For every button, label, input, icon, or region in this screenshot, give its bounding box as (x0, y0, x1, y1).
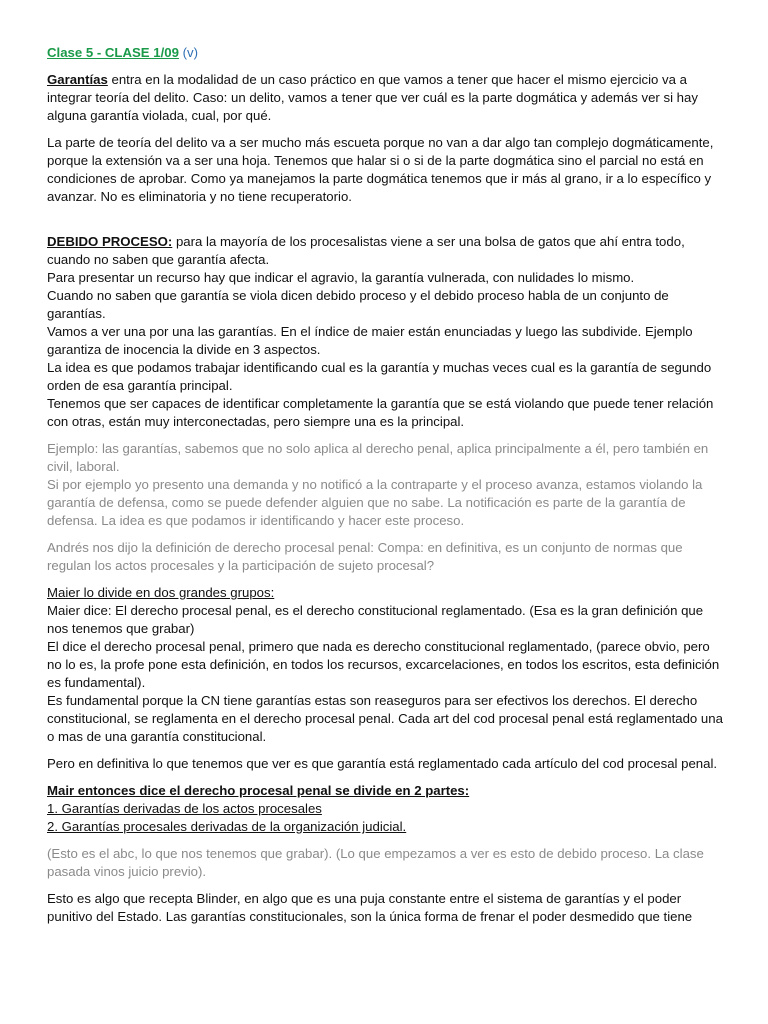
debido-lead: DEBIDO PROCESO: (47, 234, 173, 249)
garantias-lead: Garantías (47, 72, 108, 87)
maier-line-3: Es fundamental porque la CN tiene garantías estas son reaseguros para ser efectivos los derechos. El derecho constitucional, se reglamenta en el derecho procesal penal. Cada art del cod procesal penal está reglamentado una o mas de una garantía constitucional. (47, 693, 723, 744)
maier-heading: Maier lo divide en dos grandes grupos: (47, 585, 275, 600)
maier-line-1: Maier dice: El derecho procesal penal, es el derecho constitucional reglamentado. (Esa es la gran definición que nos tenemos que grabar) (47, 603, 704, 636)
paragraph-garantias (47, 71, 728, 125)
debido-line-3: Cuando no saben que garantía se viola dicen debido proceso y el debido proceso habla de un conjunto de garantías. (47, 288, 669, 321)
debido-line-4: Vamos a ver una por una las garantías. En el índice de maier están enunciadas y luego las subdivide. Ejemplo garantiza de inocencia la divide en 3 aspectos. (47, 324, 693, 357)
spacer (47, 215, 728, 233)
mair-item-2: 2. Garantías procesales derivadas de la organización judicial. (47, 819, 407, 834)
mair-heading: Mair entonces dice el derecho procesal penal se divide en 2 partes: (47, 783, 470, 798)
section-debido-proceso (47, 233, 728, 431)
section-maier (47, 584, 728, 746)
mair-item-1: 1. Garantías derivadas de los actos procesales (47, 801, 322, 816)
debido-text: para la mayoría de los procesalistas viene a ser una bolsa de gatos que ahí entra todo, cuando no saben que garantía afecta. (47, 234, 685, 267)
debido-line-5: La idea es que podamos trabajar identificando cual es la garantía y muchas veces cual es la garantía de segundo orden de esa garantía principal. (47, 360, 712, 393)
title-suffix: (v) (178, 45, 198, 60)
ejemplo-line-2: Si por ejemplo yo presento una demanda y no notificó a la contraparte y el proceso avanza, estamos violando la garantía de defensa, como se puede defender alguien que no sabe. La notificación es parte de la garantía de defensa. La idea es que podamos ir identificando y hacer este proceso. (47, 477, 703, 528)
paragraph-andres: Andrés nos dijo la definición de derecho procesal penal: Compa: en definitiva, es un conjunto de normas que regulan los actos procesales y la participación de sujeto procesal? (47, 540, 683, 573)
page-title (47, 44, 728, 62)
paragraph-pero: Pero en definitiva lo que tenemos que ver es que garantía está reglamentado cada artículo del cod procesal penal. (47, 756, 718, 771)
debido-line-6: Tenemos que ser capaces de identificar completamente la garantía que se está violando que puede tener relación con otras, están muy interconectadas, pero siempre una es la principal. (47, 396, 714, 429)
debido-line-1 (47, 233, 728, 269)
title-main: Clase 5 - CLASE 1/09 (47, 45, 179, 60)
maier-line-2: El dice el derecho procesal penal, primero que nada es derecho constitucional reglamentado, (parece obvio, pero no lo es, la profe pone esta definición, en todos los recursos, excarcelaciones, en todos los escritos, esta definición es fundamental). (47, 639, 720, 690)
paragraph-blinder: Esto es algo que recepta Blinder, en algo que es una puja constante entre el sistema de garantías y el poder punitivo del Estado. Las garantías constitucionales, son la única forma de frenar el poder desmedido que tiene (47, 891, 693, 924)
section-mair (47, 782, 728, 836)
debido-line-2: Para presentar un recurso hay que indicar el agravio, la garantía vulnerada, con nulidades lo mismo. (47, 270, 635, 285)
section-ejemplo (47, 440, 728, 530)
garantias-text: entra en la modalidad de un caso práctico en que vamos a tener que hacer el mismo ejercicio va a integrar teoría del delito. Caso: un delito, vamos a tener que ver cuál es la parte dogmática y además ver si hay alguna garantía violada, cual, por qué. (47, 72, 698, 123)
paragraph-abc: (Esto es el abc, lo que nos tenemos que grabar). (Lo que empezamos a ver es esto de debido proceso. La clase pasada vinos juicio previo). (47, 846, 704, 879)
paragraph-teoria-delito: La parte de teoría del delito va a ser mucho más escueta porque no van a dar algo tan complejo dogmáticamente, porque la extensión va a ser una hoja. Tenemos que halar si o si de la parte dogmática sino el parcial no está en condiciones de aprobar. Como ya manejamos la parte dogmática tenemos que ir más al grano, ir a lo específico y avanzar. No es eliminatoria y no tiene recuperatorio. (47, 135, 714, 204)
ejemplo-line-1: Ejemplo: las garantías, sabemos que no solo aplica al derecho penal, aplica principalmente a él, pero también en civil, laboral. (47, 441, 709, 474)
